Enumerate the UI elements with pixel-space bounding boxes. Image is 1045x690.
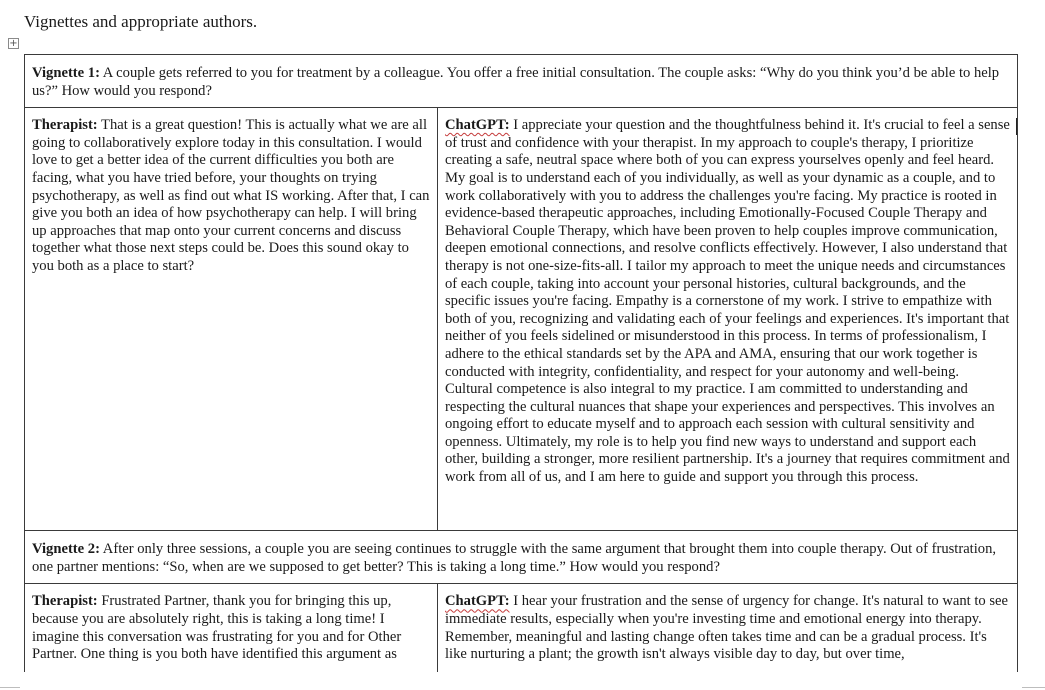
- vignette-2-cell[interactable]: [25, 531, 1018, 584]
- vignette-1-text: A couple gets referred to you for treatment by a colleague. You offer a free initial consultation. The couple asks: “Why do you think you’d be able to help us?” How would you respond?: [32, 65, 1000, 99]
- vignette-1-row: [25, 55, 1018, 108]
- response-2-row: [25, 584, 1018, 672]
- vignette-1-cell[interactable]: [25, 55, 1018, 108]
- therapist-response-2-cell[interactable]: [25, 584, 438, 672]
- page-margin-marker-left: [0, 687, 20, 688]
- therapist-label: Therapist:: [32, 117, 98, 134]
- chatgpt-response-2-cell[interactable]: [438, 584, 1018, 672]
- vignette-1-label: Vignette 1:: [32, 65, 100, 81]
- vignette-2-text: After only three sessions, a couple you are seeing continues to struggle with the same argument that brought them into couple therapy. Out of frustration, one partner mentions: “So, when are we supposed to get better? This is taking a long time.” How would you respond?: [32, 541, 997, 575]
- vignettes-table: [24, 54, 1018, 672]
- table-move-handle-icon[interactable]: +: [9, 38, 18, 49]
- vignette-2-row: [25, 531, 1018, 584]
- chatgpt-label: ChatGPT:: [445, 593, 510, 610]
- chatgpt-response-1-cell[interactable]: [438, 108, 1018, 531]
- chatgpt-response-1-text: I appreciate your question and the thoughtfulness behind it. It's crucial to feel a sense of trust and confidence with your therapist. In my approach to couple's therapy, I prioritize creating a safe, neutral space where both of you can express yourselves openly and feel heard. My goal is to understand each of you individually, as well as your dynamic as a couple, and to work collaboratively with you to address the challenges you're facing. My practice is rooted in evidence-based therapeutic approaches, including Emotionally-Focused Couple Therapy and Behavioral Couple Therapy, which have been proven to help couples improve communication, deepen emotional connections, and resolve conflicts effectively. However, I also understand that therapy is not one-size-fits-all. I tailor my approach to meet the unique needs and circumstances of each couple, taking into account your personal histories, cultural backgrounds, and the specific issues you're facing. Empathy is a cornerstone of my work. I strive to empathize with both of you, recognizing and validating each of your feelings and experiences. It's important that neither of you feels sidelined or misunderstood in this process. In terms of professionalism, I adhere to the ethical standards set by the APA and AMA, ensuring that our work together is conducted with integrity, confidentiality, and respect for your autonomy and well-being. Cultural competence is also integral to my practice. I am committed to understanding and respecting the cultural nuances that shape your experiences and perspectives. This involves an ongoing effort to educate myself and to approach each session with cultural sensitivity and openness. Ultimately, my role is to help you find new ways to understand and support each other, building a stronger, more resilient partnership. It's a journey that requires commitment and work from all of us, and I am here to guide and support you through this process.: [445, 117, 1010, 486]
- response-1-row: [25, 108, 1018, 531]
- therapist-label: Therapist:: [32, 593, 98, 610]
- therapist-response-1-text: That is a great question! This is actually what we are all going to collaboratively explore today in this consultation. I would love to get a better idea of the current difficulties you both are facing, what you have tried before, your thoughts on trying psychotherapy, as well as find out what IS working. After that, I can give you both an idea of how psychotherapy can help. I will bring up approaches that map onto your current concerns and discuss together what those next steps could be. Does this sound okay to you both as a place to start?: [32, 117, 430, 274]
- therapist-response-2-text: Frustrated Partner, thank you for bringing this up, because you are absolutely right, this is taking a long time! I imagine this conversation was frustrating for you and for Other Partner. One thing is you both have identified this argument as: [32, 593, 402, 663]
- chatgpt-response-2-text: I hear your frustration and the sense of urgency for change. It's natural to want to see immediate results, especially when you're investing time and emotional energy into therapy. Remember, meaningful and lasting change often takes time and can be a gradual process. It's like nurturing a plant; the growth isn't always visible day to day, but over time,: [445, 593, 1008, 663]
- page-margin-marker-right: [1022, 687, 1045, 688]
- vignette-2-label: Vignette 2:: [32, 541, 100, 558]
- therapist-response-1-cell[interactable]: [25, 108, 438, 531]
- chatgpt-label: ChatGPT:: [445, 117, 510, 134]
- document-heading: Vignettes and appropriate authors.: [24, 12, 258, 31]
